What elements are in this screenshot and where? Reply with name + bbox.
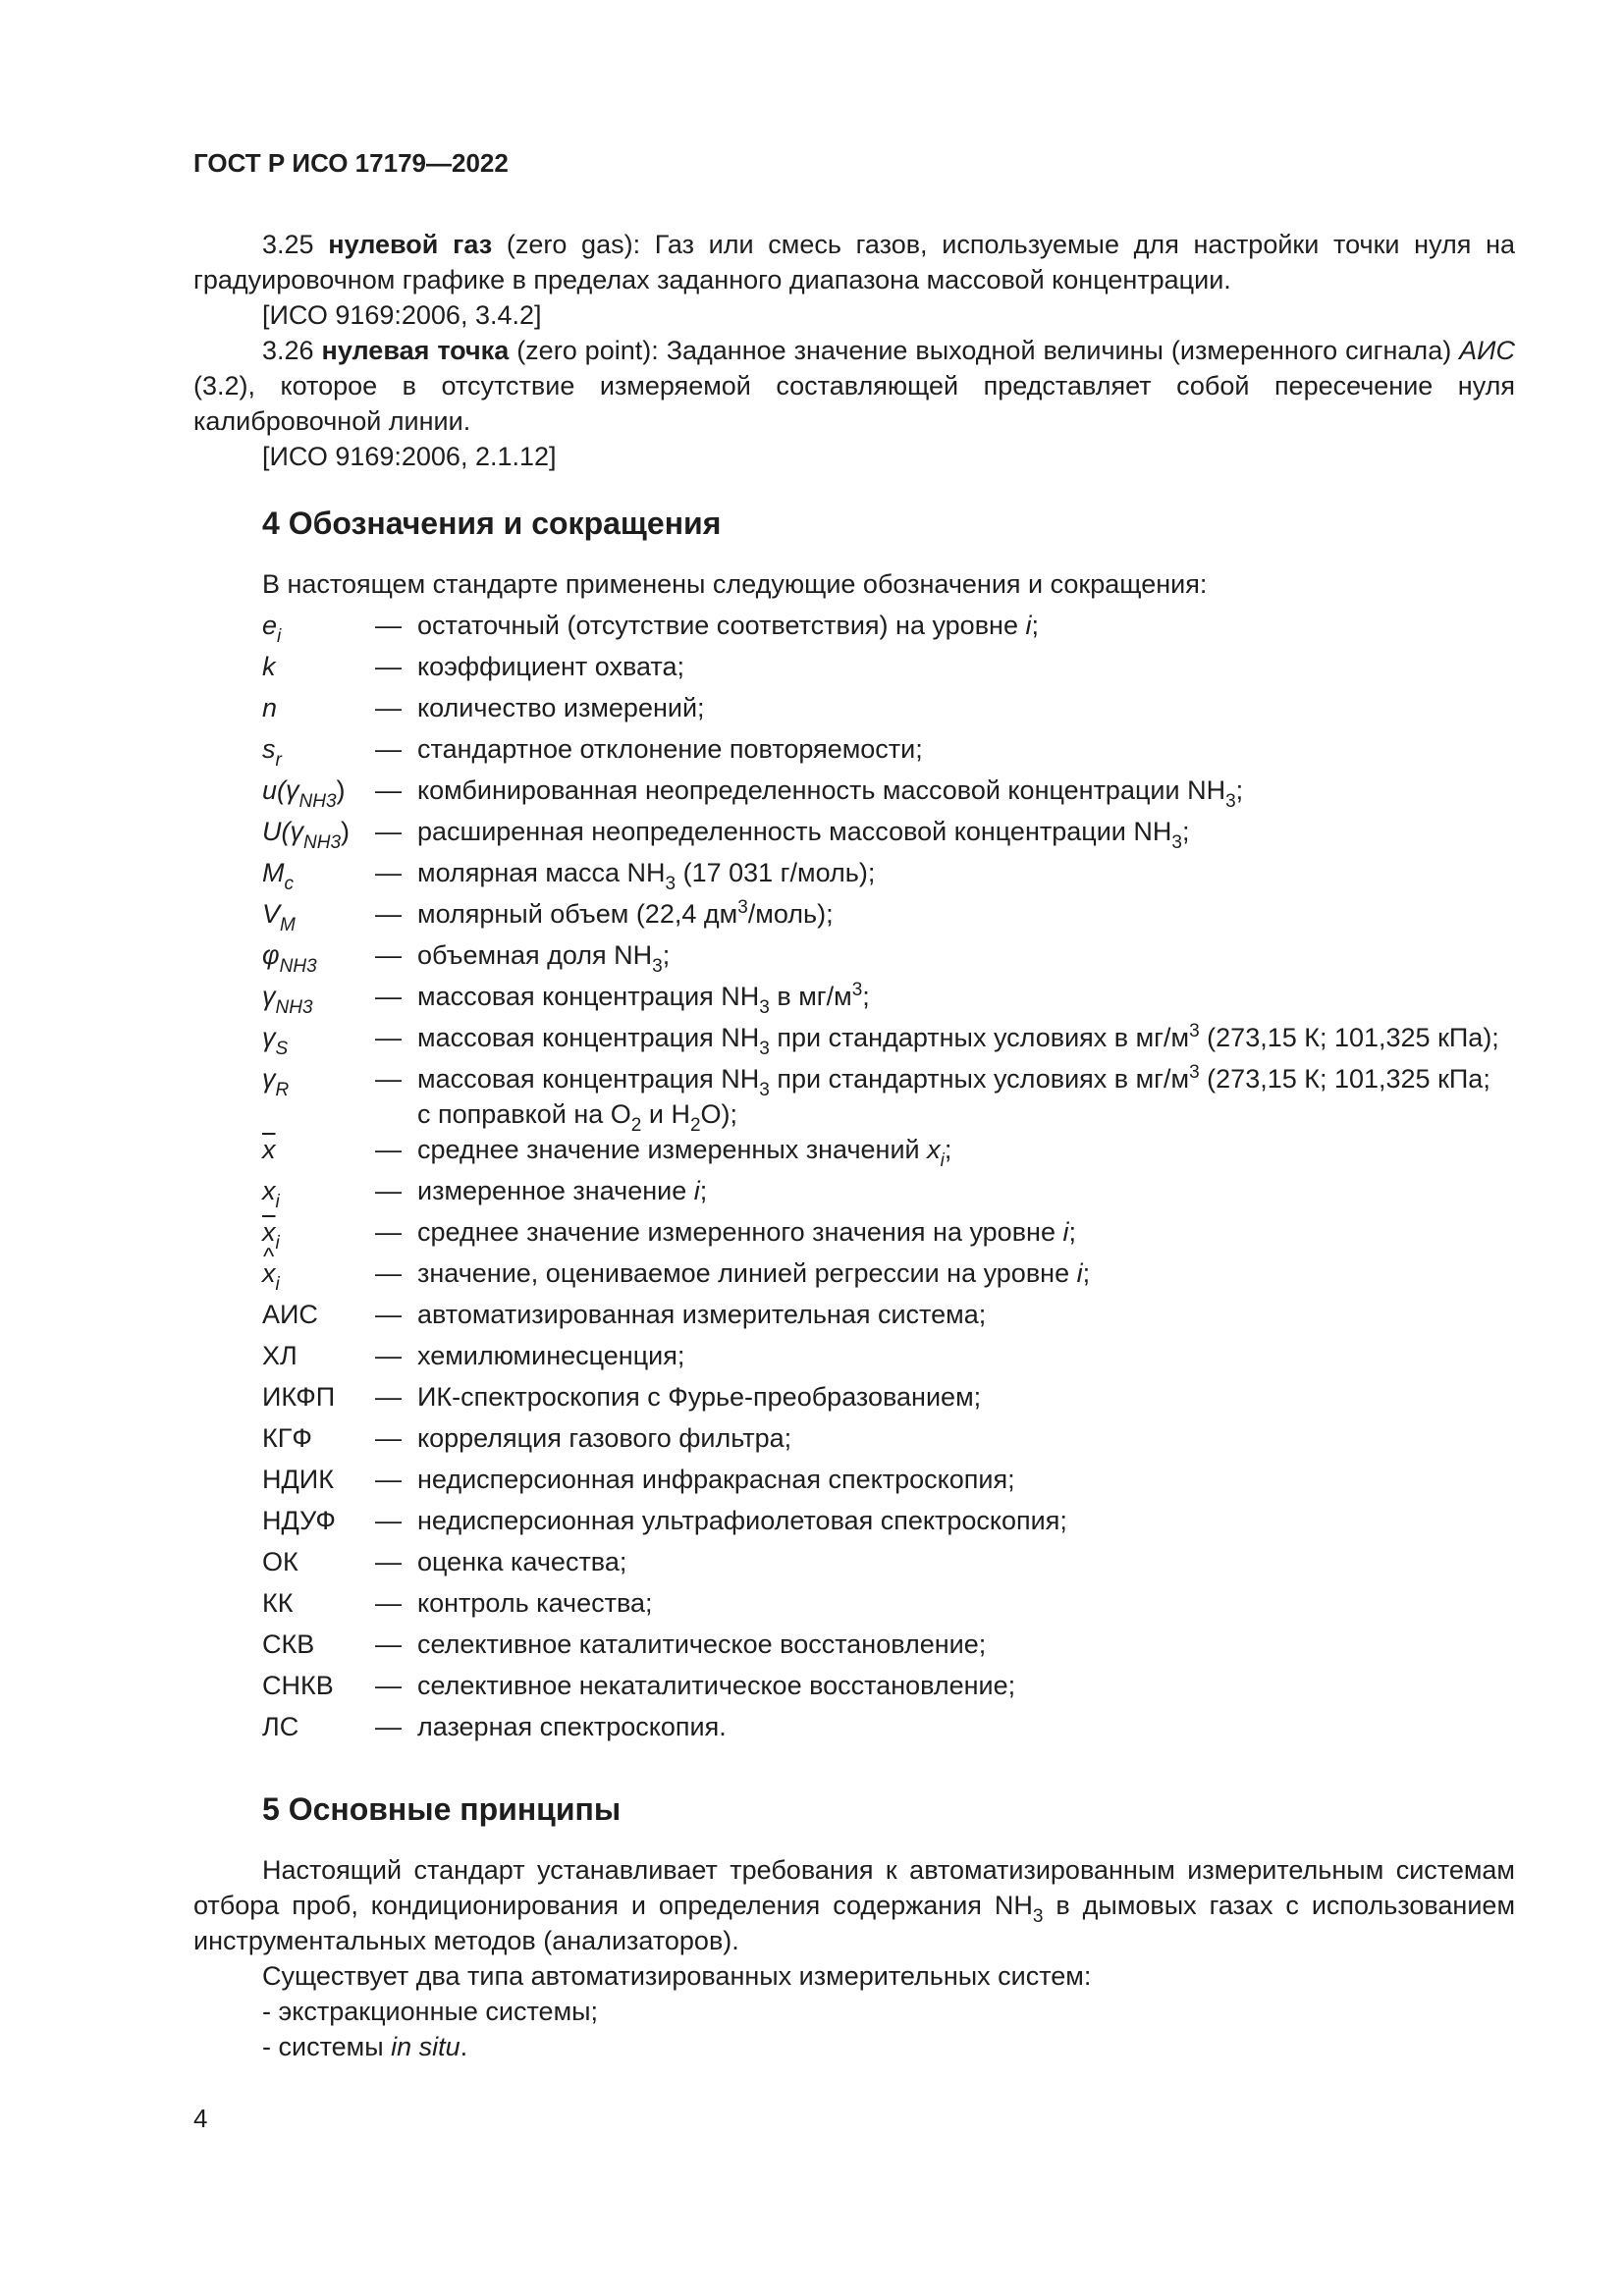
definition-text: (zero point): Заданное значение выходной величины (измеренного сигнала): [509, 336, 1460, 365]
text: массовая концентрация NH: [417, 1023, 760, 1052]
symbol: [262, 937, 375, 977]
subscript: 3: [759, 1080, 770, 1100]
text: недисперсионная инфракрасная спектроскопия;: [417, 1465, 1015, 1494]
definition-text: [417, 1627, 1515, 1662]
definition-text: [417, 814, 1515, 853]
text: массовая концентрация NH: [417, 1064, 760, 1094]
text: ;: [862, 982, 870, 1011]
definition-text: [417, 896, 1515, 932]
page-number: 4: [193, 2104, 208, 2133]
text: селективное некаталитическое восстановление;: [417, 1671, 1016, 1700]
text: молярный объем (22,4 дм: [417, 899, 738, 929]
text: количество измерений;: [417, 693, 705, 722]
symbol-letter: φ: [262, 940, 280, 970]
text: O);: [700, 1099, 738, 1129]
dash: —: [375, 1547, 402, 1576]
symbol-letter: x: [262, 1176, 276, 1205]
text: в мг/м: [769, 982, 852, 1011]
text: среднее значение измеренных значений: [417, 1135, 928, 1164]
text: при стандартных условиях в мг/м: [769, 1064, 1190, 1094]
abbreviation: АИС: [262, 1300, 318, 1329]
text: значение, оцениваемое линией регрессии на уровне: [417, 1258, 1077, 1288]
definition-text: [417, 1132, 1515, 1171]
symbol: [262, 1214, 375, 1254]
abbreviation: ЛС: [262, 1712, 299, 1741]
list-item: - экстракционные системы;: [262, 1997, 599, 2026]
symbol-subscript: R: [275, 1080, 290, 1100]
definition-row: [262, 1585, 1515, 1627]
definition-row: [262, 1668, 1515, 1709]
symbol-subscript: M: [280, 915, 296, 935]
symbol-letter: γ: [262, 1064, 276, 1094]
italic-text: i: [1062, 1217, 1069, 1247]
symbol-subscript: r: [275, 750, 282, 771]
italic-text: i: [1076, 1258, 1083, 1288]
symbol-letter: e: [262, 611, 278, 640]
dash: —: [375, 1258, 402, 1288]
definition-text: [417, 1297, 1515, 1332]
symbol-subscript: NH3: [279, 956, 317, 977]
definition-row: [262, 814, 1515, 855]
text: ;: [1031, 611, 1039, 640]
subscript: 3: [759, 1039, 770, 1059]
dash: —: [375, 1382, 402, 1412]
text: оценка качества;: [417, 1547, 627, 1576]
text: ;: [944, 1135, 952, 1164]
text: - системы: [262, 2032, 392, 2061]
abbreviation: АИС: [1459, 336, 1515, 365]
symbol-letter: s: [262, 734, 276, 764]
definition-text: [417, 608, 1515, 643]
definition-row: [262, 1132, 1515, 1173]
dash: —: [375, 1712, 402, 1741]
symbol: [262, 1462, 375, 1497]
definition-text: [417, 649, 1515, 684]
dash: —: [375, 652, 402, 681]
definition-row: [262, 1297, 1515, 1338]
definition-text: [417, 937, 1515, 977]
definition-row: [262, 1338, 1515, 1379]
dash: —: [375, 1300, 402, 1329]
definition-text: [417, 1379, 1515, 1415]
text: массовая концентрация NH: [417, 982, 760, 1011]
symbol-letter: V: [262, 899, 281, 929]
superscript: 3: [1189, 1021, 1200, 1041]
definition-row: [262, 649, 1515, 690]
text: контроль качества;: [417, 1588, 653, 1618]
dash: —: [375, 1629, 402, 1659]
definition-row: [262, 731, 1515, 773]
definition-row: [262, 773, 1515, 814]
symbol: [262, 979, 375, 1018]
dash: —: [375, 858, 402, 887]
symbol-letter: $\overline{x}$: [262, 1217, 276, 1247]
symbol: [262, 1061, 375, 1100]
symbol: [262, 1020, 375, 1059]
section-5-paragraph-2: Существует два типа автоматизированных измерительных систем:: [262, 1961, 1092, 1991]
symbol-subscript: NH3: [298, 791, 337, 812]
symbol: [262, 1709, 375, 1744]
symbol-letter: M: [262, 858, 285, 887]
dash: —: [375, 1465, 402, 1494]
symbol-letter: u(γ: [262, 775, 299, 805]
definition-text: [417, 1462, 1515, 1497]
definition-text: [417, 1173, 1515, 1208]
text: in situ: [391, 2032, 460, 2061]
text: ;: [1082, 1258, 1091, 1288]
symbol: [262, 1544, 375, 1579]
term: нулевой газ: [328, 230, 493, 259]
symbol-subscript: i: [275, 1274, 280, 1295]
definition-row: [262, 1627, 1515, 1668]
text: среднее значение измеренного значения на уровне: [417, 1217, 1063, 1247]
symbol: [262, 855, 375, 894]
symbols-list: [262, 608, 1515, 1750]
text: .: [460, 2032, 468, 2061]
text: хемилюминесценция;: [417, 1341, 685, 1370]
clause-number: 3.25: [262, 230, 314, 259]
dash: —: [375, 1064, 402, 1094]
symbol: [262, 1379, 375, 1415]
abbreviation: ИКФП: [262, 1382, 336, 1412]
symbol: [262, 1585, 375, 1621]
dash: —: [375, 734, 402, 764]
subscript: 3: [759, 997, 770, 1018]
subscript: 2: [630, 1115, 642, 1136]
symbol: [262, 1668, 375, 1703]
italic-text: i: [1025, 611, 1032, 640]
definition-text: [417, 855, 1515, 894]
definition-row: [262, 608, 1515, 649]
text: с поправкой на O: [417, 1099, 631, 1129]
text: ;: [662, 940, 671, 970]
dash: —: [375, 1135, 402, 1164]
dash: —: [375, 611, 402, 640]
definition-row: [262, 855, 1515, 896]
text: ;: [1068, 1217, 1076, 1247]
symbol: [262, 1132, 375, 1167]
section-5-paragraph-1: [193, 1852, 1515, 1958]
symbol: [262, 690, 375, 725]
symbol-subscript: i: [275, 1192, 280, 1212]
symbol: [262, 1297, 375, 1332]
dash: —: [375, 1506, 402, 1535]
definition-text: [417, 1668, 1515, 1703]
superscript: 3: [1189, 1062, 1200, 1083]
definition-row: [262, 1503, 1515, 1544]
symbol-bracket: ): [336, 775, 346, 805]
definition-text: [417, 1214, 1515, 1250]
subscript: 3: [1032, 1906, 1044, 1927]
definition-text: [417, 690, 1515, 725]
subscript: 3: [1225, 791, 1236, 812]
definition-text: [417, 773, 1515, 812]
subscript: i: [940, 1150, 945, 1171]
symbol: [262, 1503, 375, 1538]
italic-text: i: [693, 1176, 700, 1205]
dash: —: [375, 940, 402, 970]
dash: —: [375, 982, 402, 1011]
definition-text: [417, 1061, 1515, 1136]
definition-text: (zero gas): Газ или смесь газов, используемые для настройки точки нуля на градуировочном графике в пределах заданного диапазона массовой концентрации.: [193, 230, 1515, 294]
definition-text: [417, 1255, 1515, 1291]
definition-text: [417, 1338, 1515, 1373]
symbol: [262, 649, 375, 684]
text: в дымовых газах с использованием инструментальных методов (анализаторов).: [193, 1891, 1516, 1955]
definition-text: [417, 1585, 1515, 1621]
symbol-subscript: NH3: [275, 997, 313, 1018]
subscript: 2: [689, 1115, 701, 1136]
definition-text: (3.2), которое в отсутствие измеряемой составляющей представляет собой пересечение нуля калибровочной линии.: [193, 371, 1515, 436]
text: расширенная неопределенность массовой концентрации NH: [417, 817, 1172, 846]
section-4-intro: В настоящем стандарте применены следующие обозначения и сокращения:: [262, 569, 1208, 599]
text: селективное каталитическое восстановление;: [417, 1629, 987, 1659]
text: при стандартных условиях в мг/м: [769, 1023, 1190, 1052]
symbol-letter: $\overline{x}$: [262, 1135, 276, 1164]
definition-row: [262, 937, 1515, 979]
symbol: [262, 1255, 375, 1295]
symbol-subscript: S: [275, 1039, 289, 1059]
text: коэффициент охвата;: [417, 652, 685, 681]
text: (273,15 К; 101,325 кПа);: [1199, 1023, 1499, 1052]
abbreviation: КК: [262, 1588, 294, 1618]
dash: —: [375, 1588, 402, 1618]
dash: —: [375, 1671, 402, 1700]
definition-row: [262, 1020, 1515, 1061]
subscript: 3: [652, 956, 663, 977]
symbol: [262, 1173, 375, 1212]
reference-3-25: [ИСО 9169:2006, 3.4.2]: [262, 300, 542, 330]
symbol-letter: U(γ: [262, 817, 303, 846]
text: автоматизированная измерительная система;: [417, 1300, 987, 1329]
document-header: ГОСТ Р ИСО 17179—2022: [193, 148, 509, 178]
symbol: [262, 731, 375, 771]
symbol: [262, 773, 375, 812]
definition-row: [262, 1379, 1515, 1420]
dash: —: [375, 1423, 402, 1453]
symbol-bracket: ): [341, 817, 351, 846]
text: ;: [1235, 775, 1244, 805]
symbol-subscript: i: [277, 626, 282, 647]
symbol-letter: n: [262, 693, 278, 722]
text: Настоящий стандарт устанавливает требования к автоматизированным измерительным системам отбора проб, кондиционирования и определения содержания NH: [193, 1855, 1515, 1920]
reference-3-26: [ИСО 9169:2006, 2.1.12]: [262, 442, 557, 471]
text: измеренное значение: [417, 1176, 694, 1205]
definition-text: [417, 1020, 1515, 1059]
text: лазерная спектроскопия.: [417, 1712, 727, 1741]
text: остаточный (отсутствие соответствия) на уровне: [417, 611, 1026, 640]
definition-row: [262, 1214, 1515, 1255]
definition-row: [262, 1420, 1515, 1462]
definition-3-26: [193, 333, 1515, 439]
text: стандартное отклонение повторяемости;: [417, 734, 923, 764]
dash: —: [375, 1217, 402, 1247]
superscript: 3: [851, 980, 863, 1000]
symbol: [262, 1420, 375, 1456]
symbol-letter: k: [262, 652, 276, 681]
text: недисперсионная ультрафиолетовая спектроскопия;: [417, 1506, 1067, 1535]
definition-text: [417, 731, 1515, 767]
definition-row: [262, 1544, 1515, 1585]
abbreviation: НДИК: [262, 1465, 334, 1494]
definition-text: [417, 1544, 1515, 1579]
symbol-letter: ^ x: [262, 1255, 276, 1291]
definition-text: [417, 979, 1515, 1018]
definition-row: [262, 1255, 1515, 1297]
list-item: [262, 2029, 1515, 2064]
symbol: [262, 1627, 375, 1662]
text: молярная масса NH: [417, 858, 666, 887]
dash: —: [375, 899, 402, 929]
symbol: [262, 1338, 375, 1373]
section-4-heading: 4 Обозначения и сокращения: [262, 506, 722, 541]
definition-row: [262, 1061, 1515, 1136]
text: (17 031 г/моль);: [676, 858, 876, 887]
definition-text: [417, 1709, 1515, 1744]
abbreviation: СКВ: [262, 1629, 315, 1659]
symbol-letter: γ: [262, 1023, 276, 1052]
text: (273,15 К; 101,325 кПа;: [1199, 1064, 1490, 1094]
dash: —: [375, 1023, 402, 1052]
text: и H: [641, 1099, 690, 1129]
dash: —: [375, 693, 402, 722]
definition-text: [417, 1420, 1515, 1456]
subscript: 3: [665, 874, 677, 894]
subscript: 3: [1171, 832, 1182, 853]
abbreviation: СНКВ: [262, 1671, 334, 1700]
section-5-heading: 5 Основные принципы: [262, 1791, 622, 1827]
dash: —: [375, 1341, 402, 1370]
abbreviation: ХЛ: [262, 1341, 298, 1370]
definition-row: [262, 690, 1515, 731]
definition-row: [262, 896, 1515, 937]
text: /моль);: [747, 899, 834, 929]
text: комбинированная неопределенность массовой концентрации NH: [417, 775, 1226, 805]
dash: —: [375, 775, 402, 805]
symbol: [262, 896, 375, 935]
text: корреляция газового фильтра;: [417, 1423, 792, 1453]
definition-3-25: [193, 227, 1515, 297]
abbreviation: КГФ: [262, 1423, 312, 1453]
symbol-subscript: i: [275, 1233, 280, 1254]
page-body: [193, 227, 1515, 2064]
dash: —: [375, 1176, 402, 1205]
superscript: 3: [737, 897, 748, 918]
clause-number: 3.26: [262, 336, 314, 365]
text: ИК-спектроскопия с Фурье-преобразованием;: [417, 1382, 982, 1412]
term: нулевая точка: [321, 336, 510, 365]
symbol: [262, 608, 375, 647]
definition-row: [262, 979, 1515, 1020]
definition-row: [262, 1173, 1515, 1214]
text: ;: [699, 1176, 708, 1205]
text: ;: [1181, 817, 1190, 846]
abbreviation: ОК: [262, 1547, 298, 1576]
text: объемная доля NH: [417, 940, 653, 970]
symbol-letter: γ: [262, 982, 276, 1011]
dash: —: [375, 817, 402, 846]
definition-row: [262, 1462, 1515, 1503]
symbol-subscript: c: [284, 874, 294, 894]
definition-text: [417, 1503, 1515, 1538]
symbol-subscript: NH3: [303, 832, 342, 853]
definition-row: [262, 1709, 1515, 1750]
symbol: [262, 814, 375, 853]
italic-text: x: [927, 1135, 941, 1164]
abbreviation: НДУФ: [262, 1506, 336, 1535]
